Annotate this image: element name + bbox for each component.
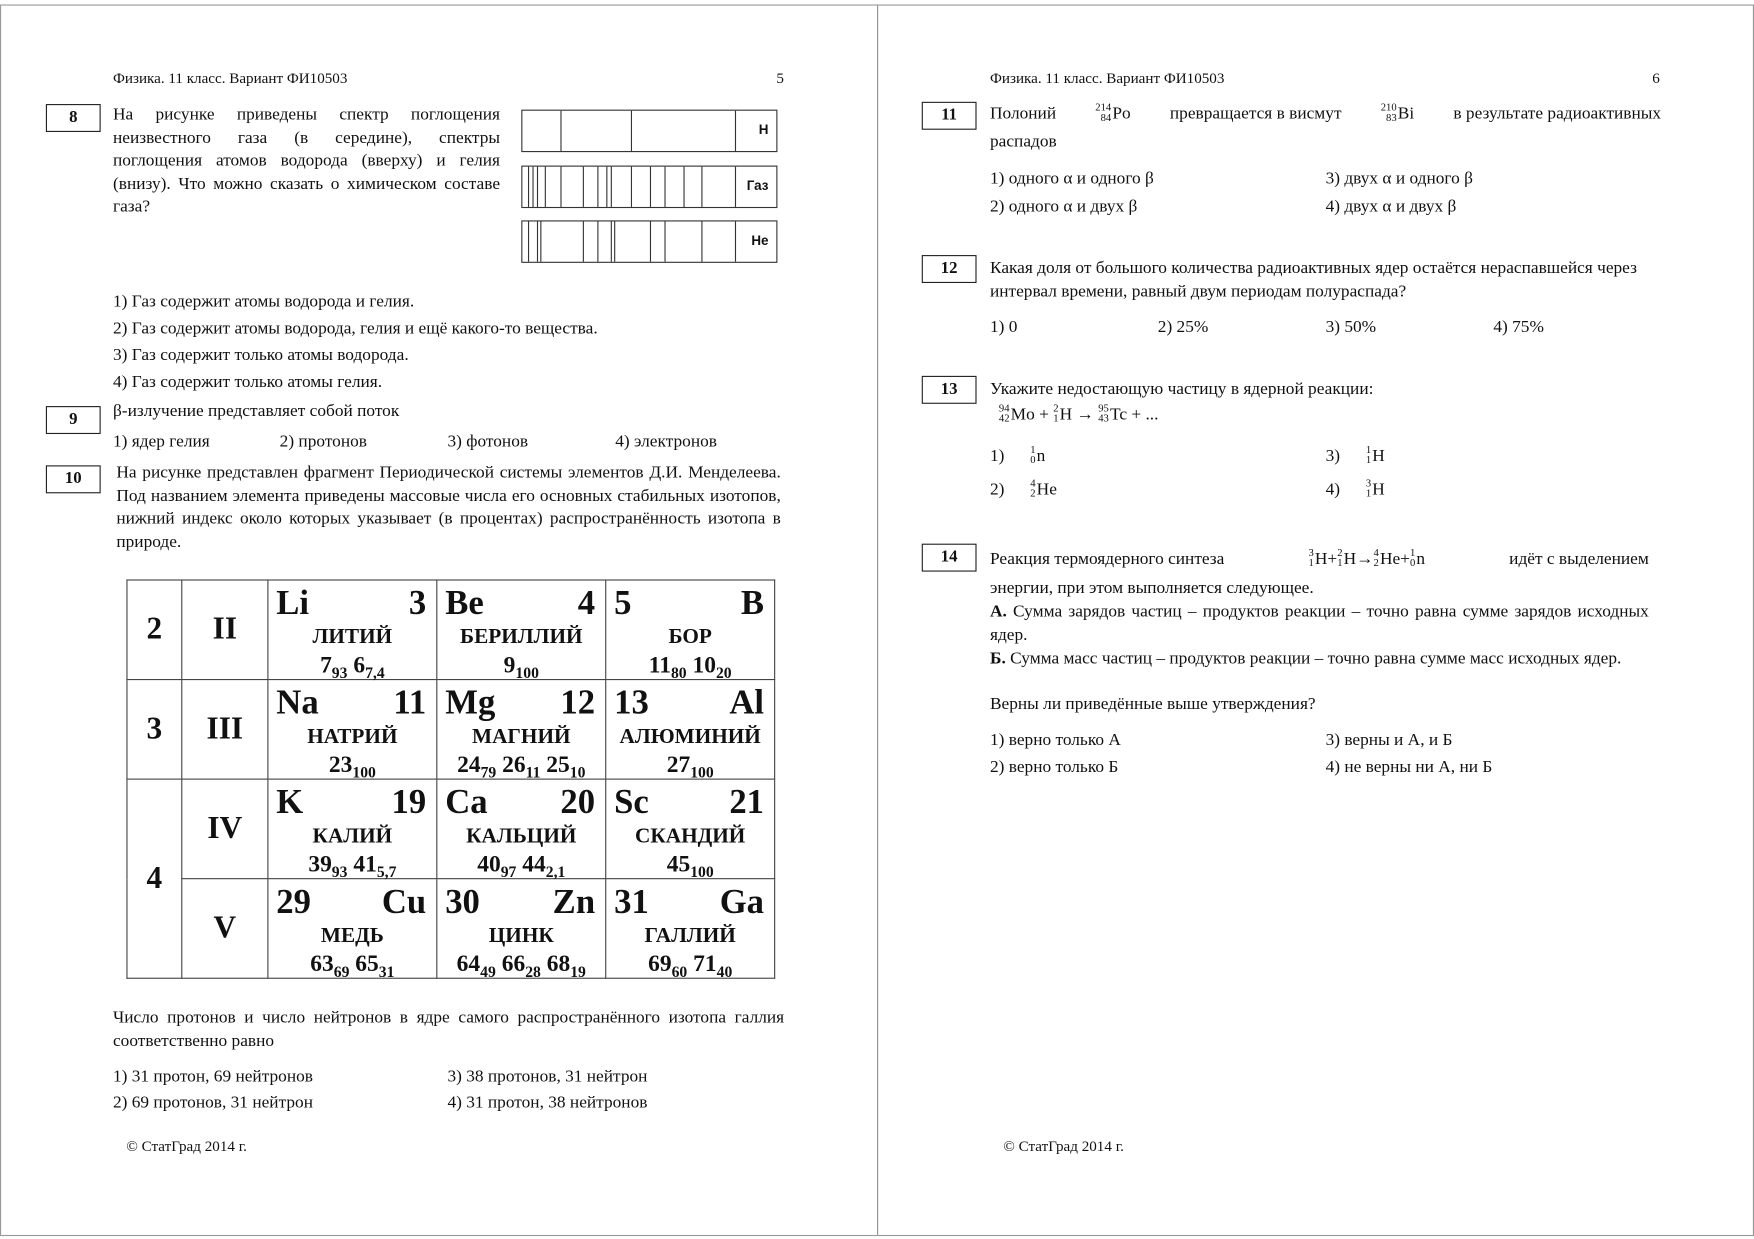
element-cell [268, 580, 437, 683]
q9-text: β-излучение представляет собой поток [112, 401, 400, 421]
spectrum-1 [521, 110, 777, 153]
table-row [127, 779, 775, 879]
nuclide [999, 405, 1035, 424]
element-Sc [606, 780, 774, 882]
spectrum-label: He [751, 232, 769, 249]
isotope-abundance: 40 [716, 964, 733, 982]
q9-option-3: 3) фотонов [447, 431, 529, 451]
q10-question: Число протонов и число нейтронов в ядре самого распространённого изотопа галлия соответственно равно [112, 1007, 785, 1050]
nuclide-indices [1366, 480, 1371, 500]
nuclide-symbol: H [1343, 549, 1357, 569]
isotope-abundance: 28 [525, 964, 541, 982]
question-number-11: 11 [922, 102, 977, 130]
isotopes [268, 651, 436, 684]
nuclide [1308, 549, 1327, 568]
table-row [127, 580, 775, 680]
operator: + [1327, 549, 1338, 569]
absorption-line [540, 221, 541, 261]
polonium-nuclide: 214 84 Po [1095, 103, 1131, 125]
element-cell [268, 779, 437, 882]
isotope-mass: 26 [502, 750, 526, 778]
q8-option-3: 3) Газ содержит только атомы водорода. [112, 345, 409, 365]
charge-number: 43 [1098, 414, 1109, 426]
isotope-mass: 11 [648, 651, 671, 678]
isotope-mass: 41 [353, 850, 377, 877]
isotope-abundance: 7,4 [365, 665, 385, 683]
element-cell [437, 779, 606, 882]
charge-number: 1 [1365, 455, 1372, 467]
isotope-abundance: 100 [690, 765, 714, 783]
question-number-12: 12 [922, 255, 977, 283]
charge-number: 1 [1337, 558, 1343, 570]
isotopes [437, 950, 605, 983]
statement-a-text: Сумма зарядов частиц – продуктов реакции – точно равна сумме зарядов исходных ядер. [989, 601, 1649, 644]
label-separator [735, 221, 736, 261]
absorption-line [537, 167, 538, 207]
q9-option-2: 2) протонов [279, 431, 367, 451]
isotope-abundance: 2,1 [545, 864, 566, 882]
q12-option-1: 1) 0 [989, 317, 1018, 337]
mass-number: 1 [1365, 445, 1372, 457]
isotope-mass: 63 [310, 949, 334, 977]
atomic-number: 13 [614, 682, 649, 722]
q11-option-3: 3) двух α и одного β [1325, 168, 1473, 188]
element-name: АЛЮМИНИЙ [619, 724, 761, 749]
element-Mg [437, 680, 605, 783]
element-Be [437, 581, 605, 683]
element-cell [606, 879, 775, 982]
isotopes [606, 751, 774, 784]
isotope-abundance: 10 [569, 765, 586, 783]
question-number-13: 13 [922, 376, 977, 404]
nuclide-symbol: He [1036, 479, 1057, 499]
isotopes [606, 950, 774, 983]
charge-number: 0 [1409, 558, 1416, 570]
absorption-line [583, 221, 584, 261]
isotopes [437, 850, 605, 883]
element-name: МАГНИЙ [472, 724, 571, 749]
q8-option-1: 1) Газ содержит атомы водорода и гелия. [112, 291, 415, 311]
question-number-8: 8 [46, 104, 101, 132]
absorption-line [537, 221, 538, 261]
reaction-tail: + ... [1127, 404, 1159, 424]
element-symbol: Cu [381, 881, 427, 921]
atomic-number: 3 [408, 582, 427, 622]
absorption-line [611, 221, 612, 261]
isotope-abundance: 100 [690, 864, 714, 882]
mass-number: 1 [1030, 445, 1036, 457]
nuclide [1366, 446, 1385, 465]
element-name: ЛИТИЙ [312, 625, 393, 649]
q10-text: На рисунке представлен фрагмент Периодической системы элементов Д.И. Менделеева. Под названием элемента приведены массовые числа его основных стабильных изотопов, нижний индекс около которых указывает (в процентах) распространённость изотопа в природе. [116, 463, 781, 552]
absorption-line [528, 221, 529, 261]
statement-b-text: Сумма масс частиц – продуктов реакции – точно равна сумме масс исходных ядер. [1010, 648, 1622, 668]
q11-text-part: в результате радиоактивных [1453, 104, 1662, 124]
isotope-abundance: 5,7 [376, 864, 397, 882]
q11-option-1: 1) одного α и одного β [989, 168, 1154, 188]
mass-number: 2 [1053, 404, 1059, 416]
absorption-line [583, 167, 584, 207]
q14-text-part: идёт с выделением [1509, 549, 1649, 569]
atomic-number: 4 [577, 582, 596, 622]
isotopes [437, 751, 605, 784]
q8-text: На рисунке приведены спектр поглощения неизвестного газа (в середине), спектры поглощения атомов водорода (вверху) и гелия (внизу). Что можно сказать о химическом составе газа? [112, 105, 501, 217]
q9-option-4: 4) электронов [615, 431, 717, 451]
atomic-number: 30 [445, 881, 480, 921]
mass-number: 95 [1098, 404, 1109, 416]
nuclide-indices [1337, 550, 1342, 570]
period-cell: 3 [127, 680, 182, 780]
bismuth-nuclide: 210 83 Bi [1380, 103, 1415, 125]
nuclide [1030, 446, 1045, 465]
atomic-number: 31 [614, 881, 649, 921]
q11-option-2: 2) одного α и двух β [989, 196, 1138, 216]
element-symbol: Be [445, 582, 484, 622]
isotope-mass: 25 [546, 750, 570, 778]
atomic-number: 5 [614, 582, 632, 622]
absorption-line [560, 111, 561, 151]
element-name: НАТРИЙ [307, 724, 398, 749]
charge-number: 2 [1030, 489, 1036, 501]
q14-option-1: 1) верно только А [989, 730, 1121, 750]
period-cell: 2 [127, 580, 182, 680]
isotope-mass: 44 [522, 850, 546, 877]
fusion-equation [1308, 548, 1425, 571]
element-cell [268, 680, 437, 783]
q8-option-2: 2) Газ содержит атомы водорода, гелия и ещё какого-то вещества. [112, 318, 598, 338]
statement-a-label: А. [989, 601, 1007, 621]
nuclide-symbol: Mo [1010, 404, 1035, 424]
q12-option-3: 3) 50% [1325, 317, 1377, 337]
element-Zn [437, 879, 605, 982]
option-number: 2) [989, 479, 1005, 499]
isotope-mass: 23 [328, 750, 353, 778]
isotope-mass: 40 [477, 850, 501, 877]
page-header-title: Физика. 11 класс. Вариант ФИ10503 [112, 69, 348, 87]
nuclide [1098, 405, 1127, 424]
isotope-mass: 69 [648, 949, 672, 977]
isotope-mass: 39 [308, 850, 332, 877]
operator: → [1356, 549, 1374, 569]
nuclide-symbol: He [1379, 549, 1401, 569]
absorption-line [701, 221, 702, 261]
element-name: СКАНДИЙ [635, 824, 746, 848]
element-Na [268, 680, 436, 783]
isotope-abundance: 60 [671, 964, 688, 982]
nuclide-indices [1308, 550, 1313, 570]
nuclide-symbol: H [1372, 479, 1385, 499]
isotope-mass: 6 [353, 651, 366, 678]
atomic-number: 19 [391, 781, 427, 822]
isotope-mass: 27 [666, 750, 691, 778]
element-cell [437, 680, 606, 783]
isotope-abundance: 49 [480, 964, 496, 982]
q12-option-2: 2) 25% [1157, 317, 1209, 337]
q13-reaction [999, 404, 1159, 427]
q10-option-1: 1) 31 протон, 69 нейтронов [112, 1067, 313, 1087]
mass-number: 4 [1030, 479, 1036, 491]
isotope-mass: 65 [355, 949, 379, 977]
isotope-mass: 9 [503, 651, 516, 678]
element-symbol: Sc [614, 781, 649, 822]
q13-option-3 [1326, 445, 1385, 468]
q13-text: Укажите недостающую частицу в ядерной реакции: [989, 379, 1374, 399]
option-number: 4) [1325, 479, 1341, 499]
element-Li [268, 581, 436, 683]
absorption-line [597, 167, 598, 207]
question-number-10: 10 [46, 465, 101, 493]
element-cell [268, 879, 437, 982]
nuclide-symbol: H [1059, 404, 1073, 424]
absorption-line [683, 167, 684, 207]
element-name: КАЛЬЦИЙ [466, 824, 577, 848]
label-separator [735, 111, 736, 151]
q13-option-4 [1326, 479, 1385, 502]
label-separator [735, 167, 736, 207]
absorption-line [611, 167, 612, 207]
q11-option-4: 4) двух α и двух β [1325, 196, 1457, 216]
nuclide [1053, 405, 1072, 424]
nuclide-indices [1098, 405, 1109, 425]
isotopes [606, 850, 774, 883]
q10-option-3: 3) 38 протонов, 31 нейтрон [447, 1067, 648, 1087]
atomic-number: 20 [560, 781, 596, 822]
q9-option-1: 1) ядер гелия [112, 431, 210, 451]
charge-number: 0 [1030, 455, 1036, 467]
nuclide-indices [1030, 447, 1035, 467]
isotopes [437, 651, 605, 684]
nuclide-indices [1366, 447, 1371, 467]
absorption-line [650, 167, 651, 207]
element-cell [606, 680, 775, 783]
charge-number: 42 [998, 414, 1010, 426]
element-symbol: Ca [445, 781, 488, 822]
isotope-abundance: 100 [515, 665, 539, 683]
element-name: БЕРИЛЛИЙ [460, 625, 583, 649]
nuclide [1366, 480, 1385, 499]
option-number: 3) [1325, 446, 1341, 466]
isotope-mass: 24 [457, 750, 481, 778]
element-K [268, 780, 436, 882]
element-name: КАЛИЙ [312, 824, 393, 848]
element-name: МЕДЬ [320, 923, 384, 948]
element-B [606, 581, 774, 683]
q11-line1 [990, 103, 1661, 126]
absorption-line [528, 167, 529, 207]
element-name: БОР [668, 625, 712, 649]
element-symbol: Ga [719, 881, 765, 921]
q12-option-4: 4) 75% [1493, 317, 1544, 337]
q13-option-1 [990, 445, 1045, 468]
isotopes [268, 850, 436, 883]
absorption-line [650, 221, 651, 261]
page-header-title: Физика. 11 класс. Вариант ФИ10503 [989, 69, 1225, 87]
atomic-number: 21 [729, 781, 765, 822]
group-cell: V [182, 879, 268, 979]
group-cell: II [182, 580, 268, 680]
absorption-line [597, 221, 598, 261]
element-name: ГАЛЛИЙ [644, 923, 736, 948]
q11-text-part: Полоний [989, 104, 1057, 124]
nuclide-symbol: H [1314, 549, 1328, 569]
footer-copyright: © СтатГрад 2014 г. [126, 1137, 247, 1155]
isotope-abundance: 19 [570, 964, 586, 982]
q14-text-part: Реакция термоядерного синтеза [989, 549, 1225, 569]
page-number: 5 [776, 69, 784, 87]
statement-a [990, 601, 1649, 647]
nuclide [1030, 480, 1057, 499]
group-cell: IV [182, 779, 268, 879]
element-symbol: K [276, 781, 304, 822]
atomic-number: 12 [560, 682, 596, 722]
isotope-abundance: 79 [480, 765, 497, 783]
element-Ca [437, 780, 605, 882]
mass-number: 3 [1308, 548, 1314, 560]
question-number-9: 9 [46, 406, 101, 434]
element-name: ЦИНК [488, 923, 554, 948]
nuclide-indices [1053, 405, 1058, 425]
q12-text: Какая доля от большого количества радиоактивных ядер остаётся нераспавшейся через интервал времени, равный двум периодам полураспада? [989, 258, 1637, 301]
nuclide-symbol: n [1036, 446, 1046, 466]
page-number: 6 [1652, 69, 1660, 87]
nuclide-indices [1030, 480, 1035, 500]
absorption-line [701, 167, 702, 207]
q14-question: Верны ли приведённые выше утверждения? [989, 694, 1316, 714]
isotope-mass: 7 [320, 651, 332, 678]
nuclide-indices [1410, 550, 1415, 570]
q10-option-2: 2) 69 протонов, 31 нейтрон [112, 1092, 313, 1112]
spectrum-3 [521, 220, 777, 263]
nuclide [1410, 549, 1425, 568]
q11-text-part: распадов [989, 131, 1057, 152]
isotope-abundance: 11 [525, 765, 541, 783]
element-Cu [268, 879, 436, 982]
isotope-mass: 66 [501, 949, 526, 977]
nuclide-symbol: Tc [1109, 404, 1128, 424]
isotope-abundance: 97 [500, 864, 517, 882]
charge-number: 2 [1373, 558, 1379, 570]
absorption-line [631, 111, 632, 151]
absorption-line [614, 221, 615, 261]
arrow: → [1072, 404, 1099, 424]
element-Ga [606, 879, 774, 982]
element-symbol: Na [276, 682, 319, 722]
nuclide-indices [1374, 550, 1379, 570]
isotope-abundance: 31 [378, 964, 395, 982]
charge-number: 1 [1308, 558, 1314, 570]
q14-line1 [990, 548, 1649, 571]
isotopes [268, 950, 436, 983]
element-symbol: Al [729, 682, 765, 722]
isotope-abundance: 20 [715, 665, 732, 683]
option-number: 1) [989, 446, 1005, 466]
spectrum-label: H [758, 121, 769, 138]
absorption-line [560, 167, 561, 207]
q11-text-part: превращается в висмут [1169, 104, 1342, 124]
isotope-mass: 45 [666, 850, 691, 877]
footer-copyright: © СтатГрад 2014 г. [1003, 1137, 1124, 1155]
charge-number: 1 [1365, 489, 1372, 501]
element-cell [606, 580, 775, 683]
nuclide-symbol: n [1416, 549, 1426, 569]
isotope-abundance: 93 [331, 864, 348, 882]
q14-option-4: 4) не верны ни А, ни Б [1325, 757, 1493, 777]
isotope-abundance: 69 [333, 964, 350, 982]
table-row [127, 680, 775, 780]
plus-sign: + [1034, 404, 1054, 424]
atomic-number: 29 [276, 881, 311, 921]
atomic-number: 11 [393, 682, 427, 722]
nuclide-indices [999, 405, 1010, 425]
absorption-line [664, 167, 665, 207]
element-symbol: Li [276, 582, 310, 622]
q14-text-part: энергии, при этом выполняется следующее. [989, 578, 1314, 598]
nuclide [1337, 549, 1356, 568]
q14-option-2: 2) верно только Б [989, 757, 1119, 777]
isotope-mass: 64 [456, 949, 481, 977]
spectrum-2 [521, 166, 777, 209]
mass-number: 2 [1337, 548, 1343, 560]
isotope-abundance: 80 [670, 665, 687, 683]
element-symbol: Mg [445, 682, 496, 722]
isotope-mass: 71 [693, 949, 717, 977]
isotope-mass: 68 [546, 949, 571, 977]
element-Al [606, 680, 774, 783]
absorption-line [545, 167, 546, 207]
nuclide [1374, 549, 1401, 568]
element-symbol: Zn [552, 881, 596, 921]
element-symbol: B [740, 582, 765, 622]
group-cell: III [182, 680, 268, 780]
isotopes [268, 751, 436, 784]
period-cell: 4 [127, 779, 182, 978]
statement-b [990, 648, 1649, 671]
isotopes [606, 651, 774, 684]
mass-number: 4 [1373, 548, 1379, 560]
isotope-abundance: 100 [352, 765, 376, 783]
absorption-line [664, 221, 665, 261]
absorption-line [532, 167, 533, 207]
mass-number: 3 [1365, 479, 1372, 491]
question-number-14: 14 [922, 544, 977, 572]
element-cell [437, 580, 606, 683]
isotope-abundance: 93 [331, 665, 348, 683]
spectrum-label: Газ [746, 177, 769, 194]
charge-number: 1 [1053, 414, 1059, 426]
q8-option-4: 4) Газ содержит только атомы гелия. [112, 372, 383, 392]
isotope-mass: 10 [692, 651, 716, 678]
element-cell [437, 879, 606, 982]
nuclide-symbol: H [1372, 446, 1385, 466]
mass-number: 94 [998, 404, 1010, 416]
absorption-line [631, 167, 632, 207]
periodic-table-fragment [126, 579, 775, 982]
q13-option-2 [990, 479, 1057, 502]
statement-b-label: Б. [989, 648, 1006, 668]
operator: + [1400, 549, 1410, 569]
mass-number: 1 [1409, 548, 1416, 560]
table-row [127, 879, 775, 979]
q14-option-3: 3) верны и А, и Б [1325, 730, 1453, 750]
q10-option-4: 4) 31 протон, 38 нейтронов [447, 1092, 648, 1112]
absorption-line [606, 167, 607, 207]
element-cell [606, 779, 775, 882]
